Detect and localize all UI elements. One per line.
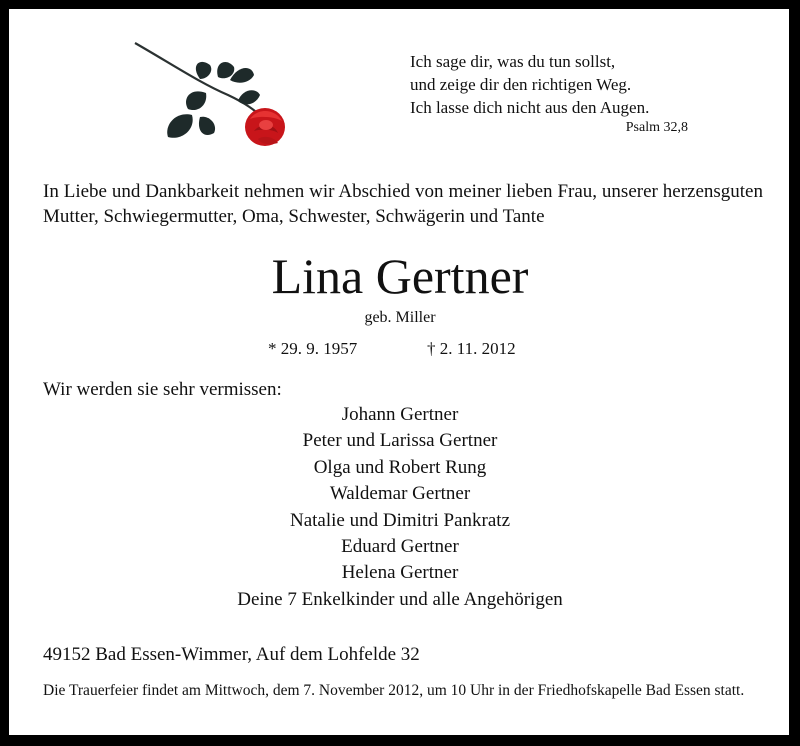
mourner-item: Natalie und Dimitri Pankratz xyxy=(289,509,511,531)
mourners-intro: Wir werden sie sehr vermissen: xyxy=(43,379,282,400)
obituary-card xyxy=(9,9,789,735)
verse-line: Ich sage dir, was du tun sollst, xyxy=(410,52,616,71)
verse-line: und zeige dir den richtigen Weg. xyxy=(410,75,632,94)
rose-illustration xyxy=(130,35,290,160)
mourner-item: Peter und Larissa Gertner xyxy=(302,430,498,452)
family-address: 49152 Bad Essen-Wimmer, Auf dem Lohfelde 32 xyxy=(43,644,420,665)
mourner-item: Olga und Robert Rung xyxy=(313,456,487,478)
mourner-item: Helena Gertner xyxy=(341,562,459,584)
deceased-name: Lina Gertner xyxy=(271,248,529,304)
mourner-item: Johann Gertner xyxy=(341,404,459,425)
intro-text: In Liebe und Dankbarkeit nehmen wir Abschied von meiner lieben Frau, unserer herzensguten Mutter, Schwiegermutter, Oma, Schwester, Schwägerin und Tante xyxy=(43,181,763,227)
verse-reference: Psalm 32,8 xyxy=(625,120,688,135)
funeral-notice: Die Trauerfeier findet am Mittwoch, dem 7. November 2012, um 10 Uhr in der Friedhofskapelle Bad Essen statt. xyxy=(43,682,745,699)
mourner-item: Deine 7 Enkelkinder und alle Angehörigen xyxy=(237,588,563,610)
maiden-name: geb. Miller xyxy=(364,309,436,326)
death-date: † 2. 11. 2012 xyxy=(427,339,516,358)
mourner-item: Eduard Gertner xyxy=(341,536,459,558)
bible-verse xyxy=(410,50,688,135)
verse-line: Ich lasse dich nicht aus den Augen. xyxy=(410,98,650,117)
mourners-list xyxy=(0,402,800,613)
birth-date: * 29. 9. 1957 xyxy=(268,339,358,358)
mourner-item: Waldemar Gertner xyxy=(329,483,471,505)
